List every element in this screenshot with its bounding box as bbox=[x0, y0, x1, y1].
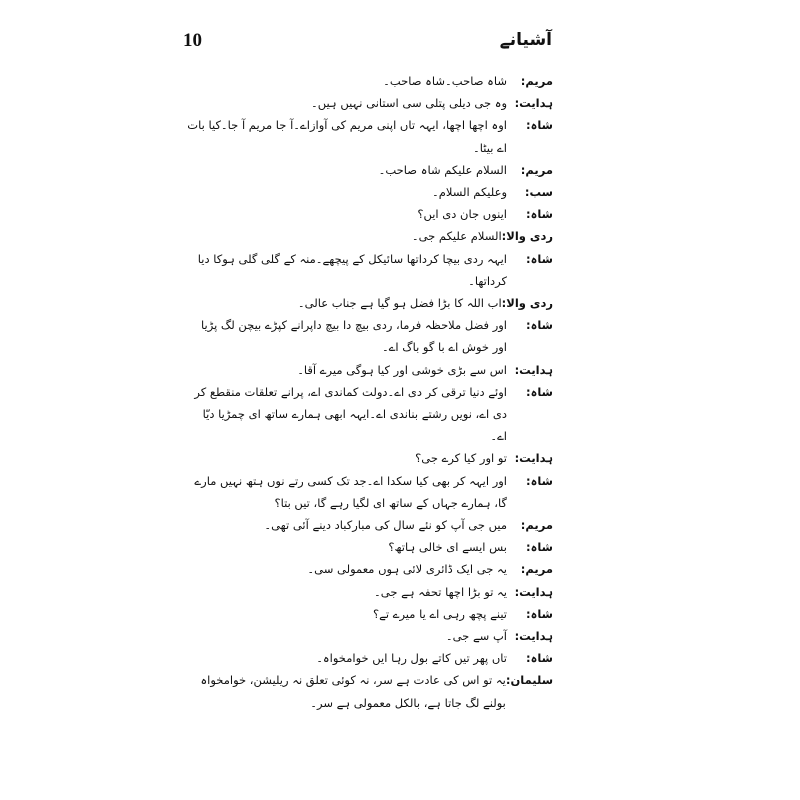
speaker-label: ہدایت: bbox=[514, 629, 553, 644]
speaker-label: شاہ: bbox=[526, 118, 553, 133]
dialogue-line bbox=[185, 359, 553, 381]
speaker-label: ہدایت: bbox=[514, 584, 553, 599]
dialogue-line bbox=[185, 159, 553, 181]
speaker-label: سلیمان: bbox=[505, 673, 553, 688]
speaker-label: سب: bbox=[524, 185, 553, 200]
dialogue-block bbox=[185, 70, 553, 714]
dialogue-line bbox=[185, 381, 553, 448]
speaker-label: شاہ: bbox=[526, 207, 553, 222]
speaker-label: ردی والا: bbox=[501, 296, 553, 311]
dialogue-line bbox=[185, 114, 553, 158]
dialogue-line bbox=[185, 70, 553, 92]
dialogue-line bbox=[185, 314, 553, 358]
speaker-label: شاہ: bbox=[526, 540, 553, 555]
dialogue-line bbox=[185, 447, 553, 469]
speaker-label: مریم: bbox=[520, 518, 553, 533]
speaker-label: شاہ: bbox=[526, 318, 553, 333]
dialogue-line bbox=[185, 625, 553, 647]
speaker-label: مریم: bbox=[520, 162, 553, 177]
speech-text: تو اور کیا کرے جی؟ bbox=[415, 451, 507, 466]
speech-text: یہ جی ایک ڈائری لائی ہوں معمولی سی۔ bbox=[307, 562, 507, 577]
dialogue-line bbox=[185, 536, 553, 558]
dialogue-line bbox=[185, 181, 553, 203]
speaker-label: ہدایت: bbox=[514, 451, 553, 466]
speaker-label: شاہ: bbox=[526, 251, 553, 266]
speaker-label: مریم: bbox=[520, 74, 553, 88]
speech-text: یہ تو بڑا اچھا تحفہ ہے جی۔ bbox=[374, 584, 507, 599]
speech-text: وہ جی دیلی پتلی سی استانی نہیں ہیں۔ bbox=[310, 96, 507, 111]
speech-text: آپ سے جی۔ bbox=[445, 629, 507, 644]
dialogue-line bbox=[185, 92, 553, 114]
speaker-label: شاہ: bbox=[526, 473, 553, 488]
dialogue-line bbox=[185, 603, 553, 625]
speaker-label: مریم: bbox=[520, 562, 553, 577]
speaker-label: ردی والا: bbox=[501, 229, 553, 244]
speech-text: تینے پچھ رہی اے یا میرے تے؟ bbox=[373, 606, 507, 621]
dialogue-line bbox=[185, 558, 553, 580]
dialogue-line bbox=[185, 514, 553, 536]
speech-text: اوہ اچھا اچھا، ایہہ تاں اپنی مریم کی آوازاے۔آ جا مریم آ جا۔کیا بات اے بیٹا۔ bbox=[187, 118, 507, 155]
dialogue-line bbox=[185, 225, 553, 247]
speech-text: السلام علیکم شاہ صاحب۔ bbox=[378, 162, 507, 177]
dialogue-line bbox=[185, 581, 553, 603]
speech-text: اینوں جان دی ایں؟ bbox=[417, 207, 507, 222]
dialogue-line bbox=[185, 292, 553, 314]
speech-text: اور فضل ملاحظہ فرما، ردی بیچ دا بیچ داپرانے کپڑے بیچن لگ پڑیا اور خوش اے با گو باگ اے۔ bbox=[201, 318, 507, 355]
speech-text: اس سے بڑی خوشی اور کیا ہوگی میرے آقا۔ bbox=[297, 362, 507, 377]
speech-text: میں جی آپ کو نئے سال کی مبارکباد دینے آئی تھی۔ bbox=[264, 518, 507, 533]
speech-text: اب اللہ کا بڑا فضل ہو گیا ہے جناب عالی۔ bbox=[297, 296, 502, 311]
speech-text: بس ایسے ای خالی ہاتھ؟ bbox=[388, 540, 507, 555]
running-head-title: آشیانے bbox=[499, 30, 552, 50]
speech-text: ایہہ ردی بیچا کرداتھا سائیکل کے پیچھے۔منہ کے گلی گلی ہوکا دیا کرداتھا۔ bbox=[197, 251, 507, 288]
speech-text: تاں پھر تیں کاتے بول رہا ایں خوامخواہ۔ bbox=[316, 651, 507, 666]
speaker-label: شاہ: bbox=[526, 384, 553, 399]
speech-text: اوئے دنیا ترقی کر دی اے۔دولت کماندی اے، پرانے تعلقات منقطع کر دی اے، نویں رشتے بناندی اے۔ایہہ ابھی ہمارے ساتھ ای چمڑیا دیّا اے۔ bbox=[194, 384, 507, 444]
speech-text: شاہ صاحب۔شاہ صاحب۔ bbox=[383, 74, 507, 88]
dialogue-line bbox=[185, 470, 553, 514]
speaker-label: ہدایت: bbox=[514, 362, 553, 377]
speech-text: اور ایہہ کر بھی کیا سکدا اے۔جد تک کسی رتے نوں ہتھ نہیں مارے گا، ہمارے جہاں کے ساتھ ای لگیا رہے گا، تیں بتا؟ bbox=[194, 473, 507, 510]
dialogue-line bbox=[185, 647, 553, 669]
speaker-label: شاہ: bbox=[526, 651, 553, 666]
dialogue-line bbox=[185, 248, 553, 292]
speaker-label: ہدایت: bbox=[514, 96, 553, 111]
speaker-label: شاہ: bbox=[526, 606, 553, 621]
speech-text: وعلیکم السلام۔ bbox=[431, 185, 507, 200]
dialogue-line bbox=[185, 203, 553, 225]
speech-text: السلام علیکم جی۔ bbox=[411, 229, 502, 244]
speech-text: یہ تو اس کی عادت ہے سر، نہ کوئی تعلق نہ ریلیشن، خوامخواہ بولنے لگ جاتا ہے، بالکل معمولی ہے سر۔ bbox=[200, 673, 506, 710]
dialogue-line bbox=[185, 669, 553, 713]
page-number: 10 bbox=[183, 30, 202, 51]
